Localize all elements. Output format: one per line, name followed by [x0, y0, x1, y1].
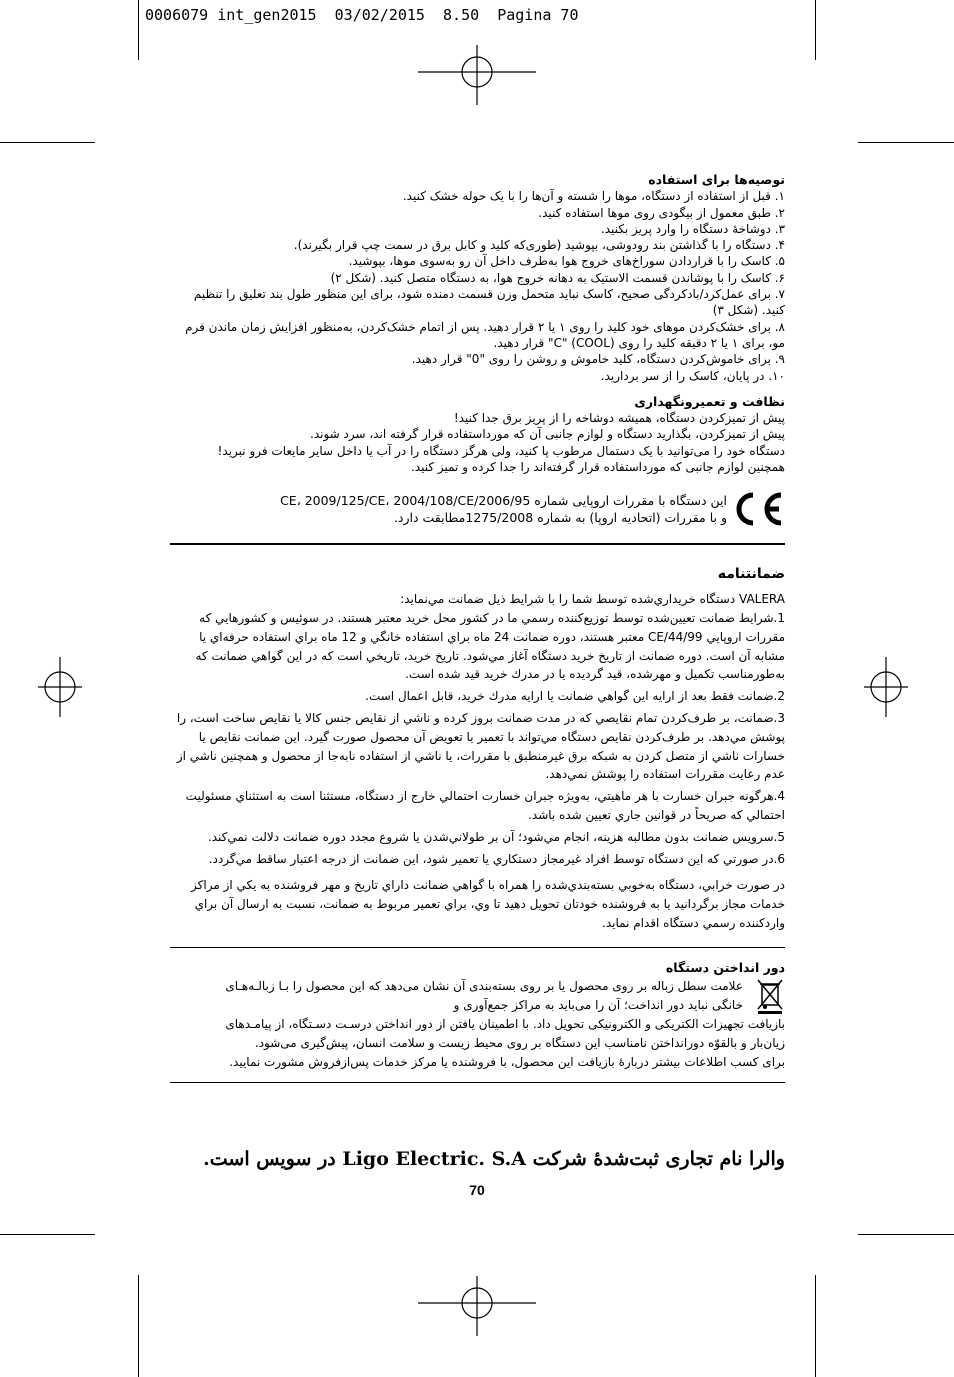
registration-mark-bottom-icon — [418, 1276, 536, 1336]
disposal-section — [170, 958, 785, 1072]
disposal-line: بازیافت تجهیزات الکتریکی و الکترونیکی تحویل داد. با اطمینان یافتن از دور انداختن درسـت دسـتگاه، از پیامـدهای — [225, 1016, 785, 1031]
section-divider — [170, 1082, 785, 1083]
warranty-item: 4.هرگونه جبران خسارت با هر ماهيتي، به‌ويژه جبران خسارت احتمالي خارج از دستگاه، مستثنا است به استثناي مسئوليت احتمالي كه صريحاً در قوانين جاري تعيين شده باشد. — [185, 789, 785, 822]
ce-line: این دستگاه با مقررات اروپایی شماره 2006/95/CE، 2009/125/CE، 2004/108/CE — [280, 493, 727, 509]
registration-mark-left-icon — [38, 657, 82, 717]
cleaning-line: همچنین لوازم جانبی که مورداستفاده قرار گرفته‌اند را جدا کرده و تمیز کنید. — [410, 460, 785, 475]
usage-item: ۳. دوشاخهٔ دستگاه را وارد پریز بکنید. — [600, 221, 785, 236]
crop-mark-left-lower-horizontal — [0, 1234, 95, 1235]
usage-item: ۶. کاسک را با پوشاندن قسمت الاستیک به دهانه خروج هوا، به دستگاه متصل کنید. (شکل ۲) — [330, 270, 785, 285]
cleaning-line: پیش از تمیزکردن، بگذارید دستگاه و لوازم جانبی آن که مورداستفاده قرار گرفته اند، سرد شوند. — [310, 427, 785, 442]
print-job-header: 0006079 int_gen2015 03/02/2015 8.50 Pagina 70 — [145, 6, 579, 24]
crop-mark-top-right-vertical — [815, 0, 816, 60]
ce-line: و با مقررات (اتحادیه اروپا) به شماره 1275/2008مطابقت دارد. — [393, 510, 727, 526]
crop-mark-top-left-vertical — [138, 0, 139, 60]
warranty-intro: VALERA دستگاه خريداري‌شده توسط شما را با شرايط ذيل ضمانت مي‌نمايد: — [400, 592, 785, 607]
crossed-out-wheelie-bin-icon — [755, 977, 785, 1015]
warranty-item: 3.ضمانت، بر طرف‌كردن تمام نقايصي كه در مدت ضمانت بروز كرده و ناشي از نقايص جنس كالا يا نقايص ساخت است، را پوشش مي‌دهد. بر طرف‌كردن نقايص دستگاه مي‌تواند با تعمير يا تعويض آن محصول صورت گيرد. اين ضمانت نقايص يا خسارات ناشي از متصل كردن به شبكه برق غيرمنطبق با مقررات، يا ناشي از استفاده نابه‌جا از محصول و همچنين ناشي از عدم رعايت مقررات استفاده را پوشش نمي‌دهد. — [176, 710, 785, 782]
page-content — [170, 172, 785, 1093]
cleaning-line: پیش از تمیزکردن دستگاه، همیشه دوشاخه را از پریز برق جدا کنید! — [453, 411, 785, 426]
warranty-title: ضمانتنامه — [717, 566, 785, 583]
section-divider — [170, 947, 785, 948]
warranty-section — [170, 565, 785, 932]
usage-item: ۸. برای خشک‌کردن موهای خود کلید را روی ۱ یا ۲ قرار دهید. پس از اتمام خشک‌کردن، به‌منظور افزایش زمان ماندن فرم مو، برای ۱ یا ۲ دقیقه کلید را روی (COOL) "C" قرار دهید. — [185, 319, 785, 350]
warranty-item: 2.ضمانت فقط بعد از ارايه اين گواهي ضمانت يا ارايه مدرك خريد، قابل اعمال است. — [365, 689, 785, 704]
warranty-item: 1.شرايط ضمانت تعيين‌شده توسط توزيع‌كننده رسمي ما در كشور محل خريد معتبر هستند. در سوئيس و كشورهايي كه مقررات اروپايي 44/99/CE معتبر هستند، دوره ضمانت 24 ماه براي استفاده خانگي و 12 ماه براي استفاده حرفه‌اي يا مشابه آن است. دوره ضمانت از تاريخ خريد دستگاه آغاز مي‌شود. تاريخ خريد، تاريخي است كه در اين گواهي ضمانت كه به‌طورمناسب تكميل و مهرشده، قيد گرديده يا در مدرك خريد قيد شده است. — [195, 610, 785, 682]
usage-item: ۷. برای عمل‌کرد/بادکردگی صحیح، کاسک نباید متحمل وزن قسمت دمنده شود، برای این منظور طول بند تعلیق را تنظیم کنید. (شکل ۳) — [193, 287, 785, 318]
usage-item: ۲. طبق معمول از بیگودی روی موها استفاده کنید. — [538, 205, 785, 220]
crop-mark-right-upper-horizontal — [858, 142, 954, 143]
disposal-line: خانگی نباید دور انداخت؛ آن را می‌باید به مراکز جمع‌آوری و — [453, 997, 743, 1012]
registration-mark-top-icon — [418, 45, 536, 105]
usage-item: ۵. کاسک را با قراردادن سوراخ‌های خروج هوا به‌طرف داخل آن رو به‌سوی موها، بپوشید. — [348, 254, 785, 269]
usage-item: ۱. قبل از استفاده از دستگاه، موها را شسته و آن‌ها را با یک حوله خشک کنید. — [402, 189, 785, 204]
crop-mark-bottom-left-vertical — [138, 1275, 139, 1377]
disposal-line: زیان‌بار و بالقوّه دورانداختن نامناسب این دستگاه بر روی محیط زیست و سلامت انسان، پیش‌گیری می‌شود. — [254, 1035, 785, 1050]
section-divider — [170, 543, 785, 545]
warranty-closing: در صورت خرابي، دستگاه به‌خوبي بسته‌بندي‌شده را همراه با گواهي ضمانت داراي تاريخ و مهر فروشنده به يكي از مراكز خدمات مجاز برگردانيد يا به فروشنده خودتان تحويل دهيد تا وي، براي تعمير مربوط به ضمانت، نسبت به ارسال آن براي واردكننده رسمي دستگاه اقدام نمايد. — [191, 878, 785, 930]
usage-item: ۱۰. در پایان، کاسک را از سر بردارید. — [600, 368, 785, 383]
usage-item: ۴. دستگاه را با گذاشتن بند رودوشی، بپوشید (طوری‌که کلید و کابل برق در سمت چپ قرار بگیرند). — [293, 238, 785, 253]
crop-mark-left-upper-horizontal — [0, 142, 95, 143]
ce-compliance — [170, 489, 785, 529]
cleaning-line: دستگاه خود را می‌توانید با یک دستمال مرطوب پا کنید، ولی هرگز دستگاه را در آب یا داخل سایر مایعات فرو نبرید! — [217, 443, 785, 458]
crop-mark-bottom-right-vertical — [815, 1275, 816, 1377]
crop-mark-right-lower-horizontal — [858, 1234, 954, 1235]
usage-section — [170, 172, 785, 384]
disposal-icon-row — [170, 977, 785, 1015]
disposal-title: دور انداختن دستگاه — [665, 959, 785, 975]
registration-mark-right-icon — [864, 657, 908, 717]
disposal-line: علامت سطل زباله بر روی محصول یا بر روی بسته‌بندی آن نشان می‌دهد که این محصول را بـا زبالـه‌هـای — [225, 978, 743, 993]
warranty-item: 5.سرويس ضمانت بدون مطالبه هزينه، انجام مي‌شود؛ آن بر طولاني‌شدن يا شروع مجدد دوره ضمانت دلالت نمي‌كند. — [207, 829, 785, 844]
usage-title: توصیه‌ها برای استفاده — [648, 172, 785, 187]
page-number: 70 — [469, 1182, 485, 1198]
trademark-notice: والرا نام تجاری ثبت‌شدهٔ شرکت Ligo Electric. S.A در سویس است. — [203, 1148, 785, 1170]
disposal-intro — [225, 977, 743, 1015]
ce-mark-icon — [727, 489, 785, 529]
cleaning-title: نظافت و تعمیرونگهداری — [634, 393, 785, 409]
warranty-item: 6.در صورتي كه اين دستگاه توسط افراد غيرمجاز دستكاري يا تعمير شود، اين ضمانت از درجه اعتبار ساقط مي‌گردد. — [208, 851, 785, 866]
ce-statement — [170, 492, 727, 526]
disposal-line: برای کسب اطلاعات بیشتر دربارهٔ بازیافت این محصول، با فروشنده یا مرکز خدمات پس‌ازفروش مشورت نمایید. — [229, 1054, 785, 1069]
usage-item: ۹. برای خاموش‌کردن دستگاه، کلید خاموش و روشن را روی "0" قرار دهید. — [411, 352, 785, 367]
cleaning-section — [170, 394, 785, 475]
